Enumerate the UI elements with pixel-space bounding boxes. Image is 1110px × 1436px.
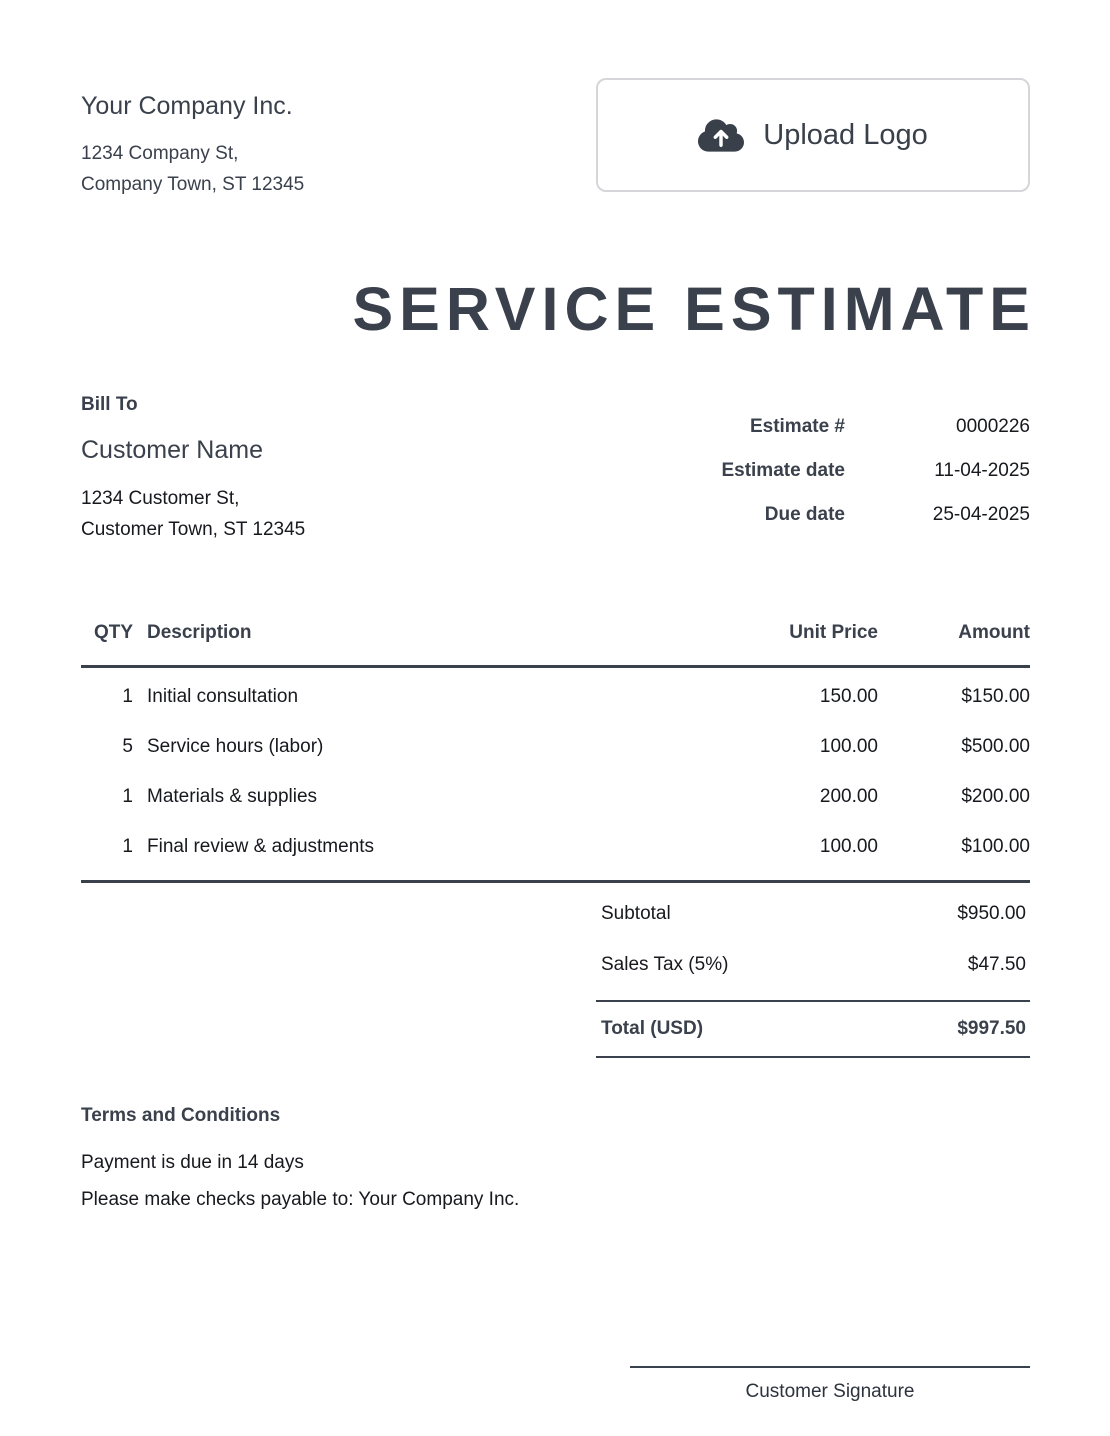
terms-heading: Terms and Conditions <box>81 1105 281 1127</box>
table-row <box>81 768 1030 818</box>
due-date-label: Due date <box>764 504 845 526</box>
amount-column-header: Amount <box>878 622 1030 667</box>
terms-line: Payment is due in 14 days <box>81 1152 304 1174</box>
sales-tax-row <box>596 934 1030 985</box>
item-unit-price: 100.00 <box>819 736 878 758</box>
terms-line: Please make checks payable to: Your Company Inc. <box>81 1189 520 1211</box>
item-qty: 5 <box>122 736 133 758</box>
item-amount: $500.00 <box>961 736 1030 758</box>
description-column-header: Description <box>133 622 748 667</box>
total-value: $997.50 <box>957 1018 1026 1040</box>
sales-tax-value: $47.50 <box>967 954 1026 976</box>
subtotal-value: $950.00 <box>957 903 1026 925</box>
item-qty: 1 <box>122 836 133 858</box>
total-label: Total (USD) <box>601 1018 704 1040</box>
item-amount: $100.00 <box>961 836 1030 858</box>
company-name: Your Company Inc. <box>81 92 293 120</box>
terms-section <box>81 1105 1030 1218</box>
company-info <box>81 78 304 200</box>
item-description: Initial consultation <box>147 686 299 708</box>
upload-logo-button[interactable] <box>596 78 1030 192</box>
estimate-number-value: 0000226 <box>956 416 1030 438</box>
estimate-meta-block <box>721 413 1030 545</box>
line-items-table <box>81 622 1030 883</box>
customer-signature-block <box>630 1366 1030 1403</box>
item-qty: 1 <box>122 686 133 708</box>
subtotal-row <box>596 883 1030 934</box>
item-unit-price: 100.00 <box>819 836 878 858</box>
item-unit-price: 150.00 <box>819 686 878 708</box>
customer-address <box>81 483 305 545</box>
estimate-number-row <box>721 413 1030 441</box>
table-row <box>81 718 1030 768</box>
totals-block <box>596 883 1030 1058</box>
upload-logo-label: Upload Logo <box>763 118 928 151</box>
item-description: Materials & supplies <box>147 786 318 808</box>
customer-address-line1: 1234 Customer St, <box>81 488 240 510</box>
customer-address-line2: Customer Town, ST 12345 <box>81 519 306 541</box>
item-unit-price: 200.00 <box>819 786 878 808</box>
item-description: Final review & adjustments <box>147 836 375 858</box>
document-header <box>81 78 1030 200</box>
customer-signature-label: Customer Signature <box>745 1381 915 1403</box>
billing-section <box>81 394 1030 545</box>
subtotal-label: Subtotal <box>601 903 671 925</box>
page-title: SERVICE ESTIMATE <box>352 275 1036 343</box>
company-address-line1: 1234 Company St, <box>81 143 239 164</box>
estimate-date-row <box>721 457 1030 485</box>
bill-to-heading: Bill To <box>81 394 138 416</box>
due-date-value: 25-04-2025 <box>932 504 1030 526</box>
cloud-upload-icon <box>698 117 744 154</box>
total-row <box>596 1000 1030 1058</box>
sales-tax-label: Sales Tax (5%) <box>601 954 729 976</box>
customer-name: Customer Name <box>81 436 263 465</box>
estimate-date-label: Estimate date <box>721 460 845 482</box>
estimate-date-value: 11-04-2025 <box>934 460 1030 482</box>
estimate-number-label: Estimate # <box>749 416 845 438</box>
item-amount: $150.00 <box>961 686 1030 708</box>
company-address-line2: Company Town, ST 12345 <box>81 174 305 195</box>
bill-to-block <box>81 394 305 545</box>
item-qty: 1 <box>122 786 133 808</box>
due-date-row <box>721 501 1030 529</box>
table-row <box>81 667 1030 719</box>
table-header-row <box>81 622 1030 667</box>
company-address <box>81 138 304 200</box>
unit-price-column-header: Unit Price <box>748 622 878 667</box>
item-description: Service hours (labor) <box>147 736 324 758</box>
table-row <box>81 818 1030 882</box>
qty-column-header: QTY <box>81 622 133 667</box>
item-amount: $200.00 <box>961 786 1030 808</box>
